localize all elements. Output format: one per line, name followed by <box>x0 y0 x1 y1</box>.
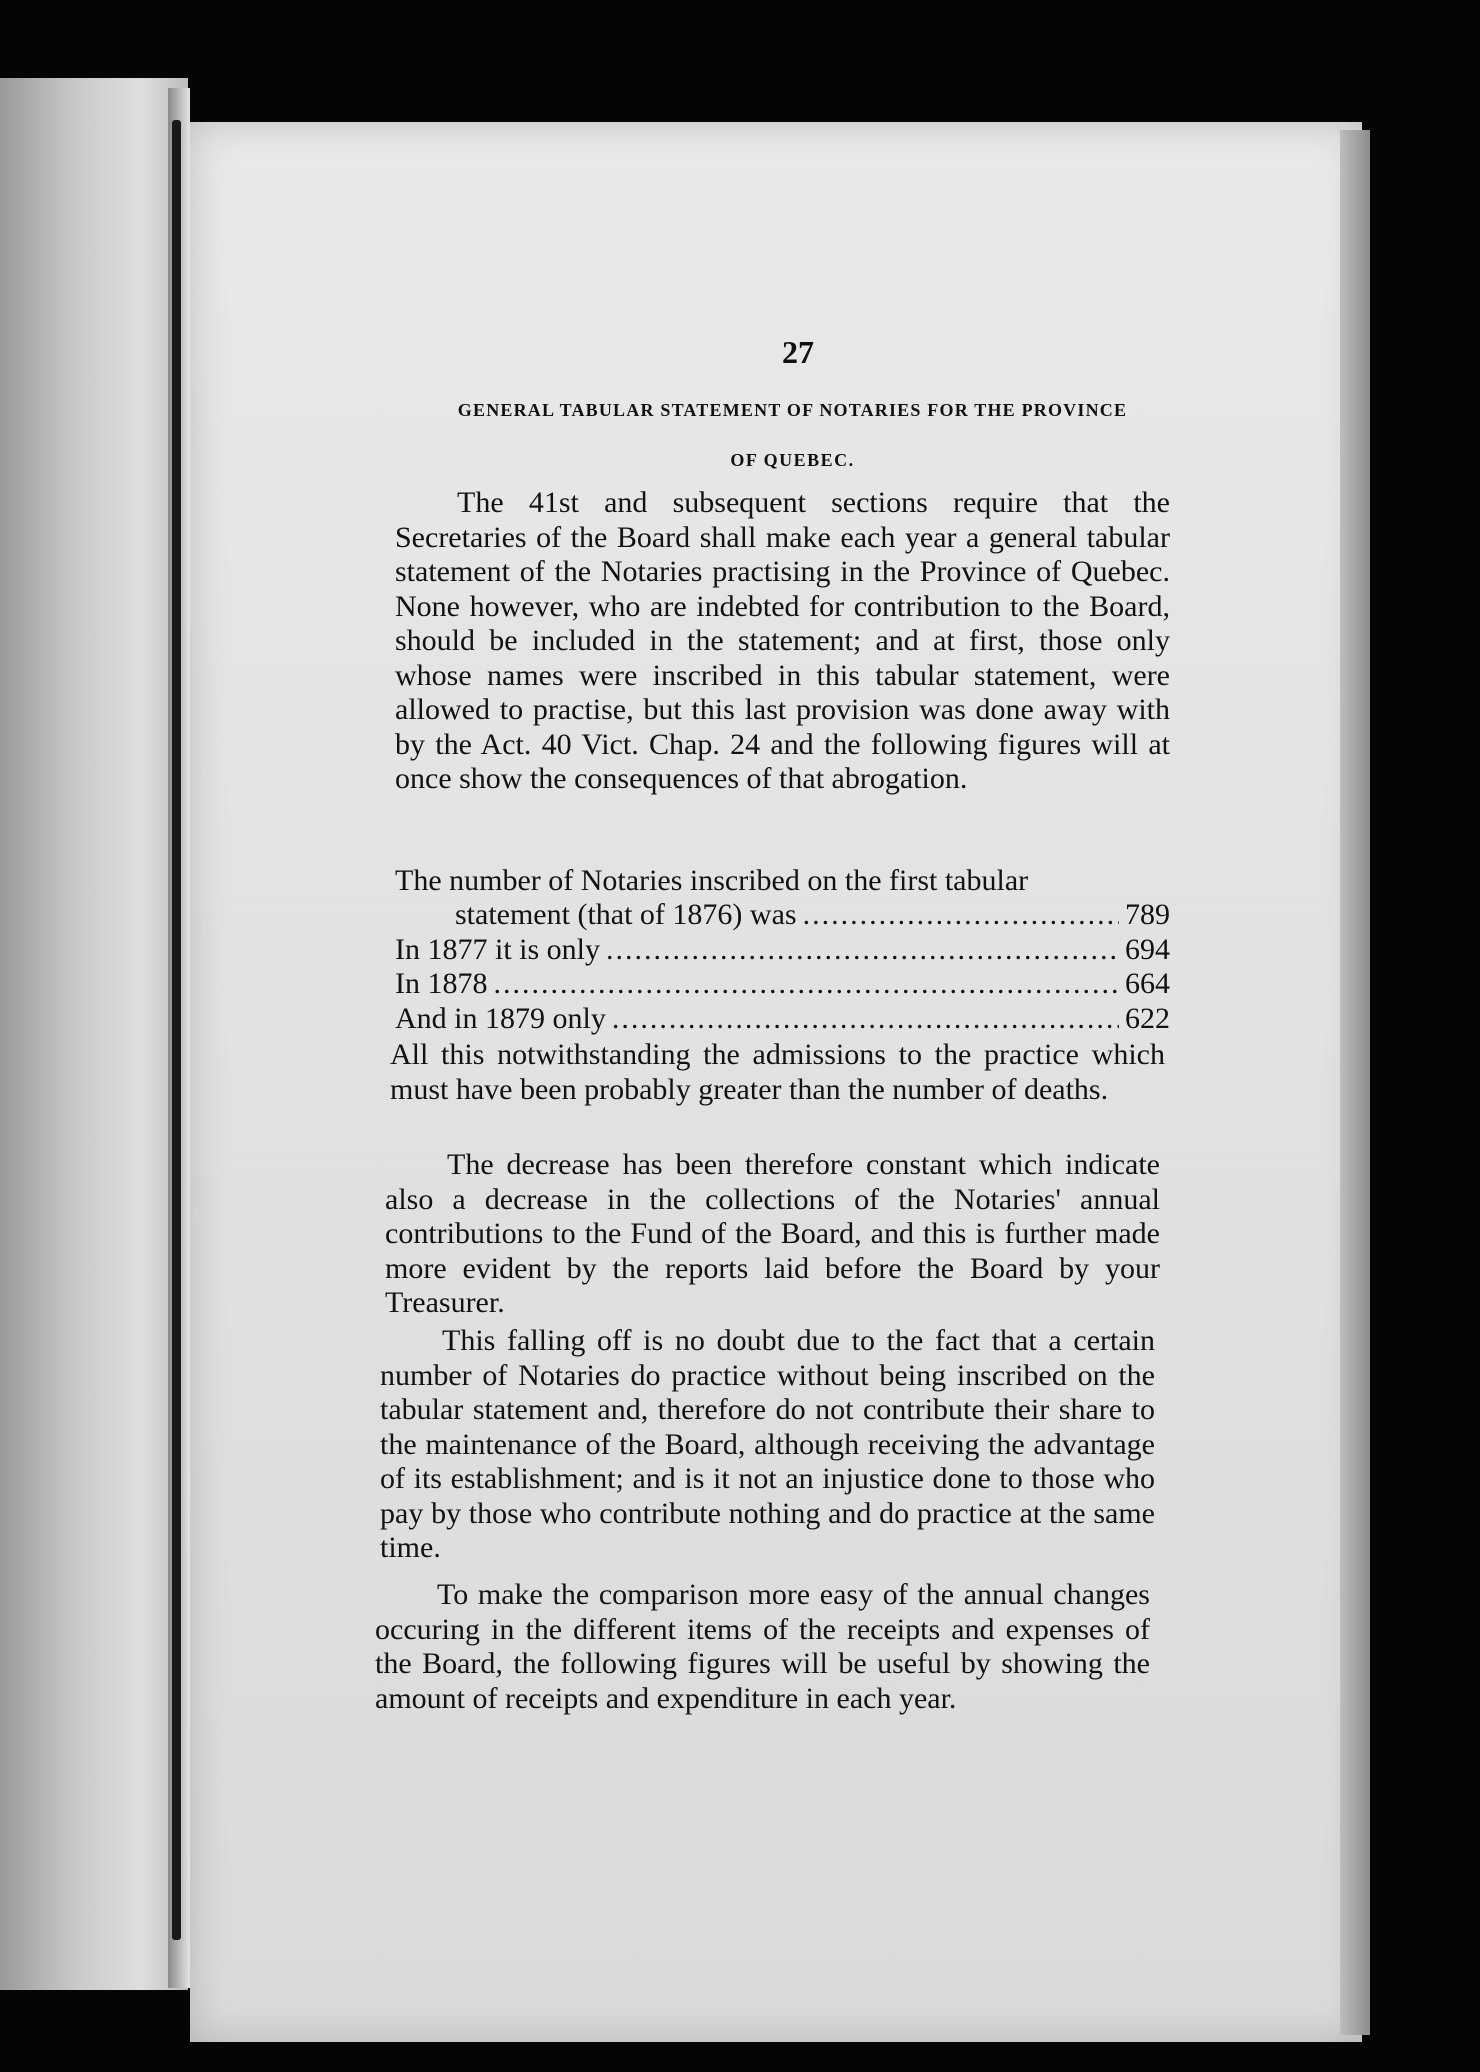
list-item <box>395 933 1170 968</box>
section-heading: GENERAL TABULAR STATEMENT OF NOTARIES FOR THE PROVINCE <box>457 400 1128 420</box>
leader-dots <box>612 1002 1119 1037</box>
paragraph-sections-requirement: The 41st and subsequent sections require that the Secretaries of the Board shall make each year a general tabular statement of the Notaries practising in the Province of Quebec. None however, who are indebted for contribution to the Board, should be included in the statement; and at first, those only whose names were inscribed in this tabular statement, were allowed to practise, but this last provision was done away with by the Act. 40 Vict. Chap. 24 and the following figures will at once show the consequences of that abrogation. <box>395 486 1170 795</box>
list-item-value: 622 <box>1125 1001 1170 1035</box>
leader-dots <box>803 898 1119 933</box>
paragraph-falling-off: This falling off is no doubt due to the fact that a certain number of Notaries do practice without being inscribed on the tabular statement and, therefore do not contribute their share to the maintenance of the Board, although receiving the advantage of its establishment; and is it not an injustice done to those who pay by those who contribute nothing and do practice at the same time. <box>380 1324 1155 1564</box>
list-item-label: In 1877 it is only <box>395 932 601 966</box>
list-intro: The number of Notaries inscribed on the first tabular <box>395 864 1029 897</box>
list-item-label: statement (that of 1876) was <box>455 898 797 931</box>
list-item <box>395 967 1170 1002</box>
left-page <box>0 78 188 1990</box>
list-item <box>395 1002 1170 1037</box>
list-item-value: 664 <box>1125 967 1170 1000</box>
section-heading-continued: OF QUEBEC. <box>730 450 855 470</box>
list-item-value: 789 <box>1125 898 1170 931</box>
list-item-label: And in 1879 only <box>395 1001 606 1035</box>
page-edge <box>1340 130 1370 2035</box>
leader-dots <box>606 933 1119 968</box>
paragraph-comparison: To make the comparison more easy of the annual changes occuring in the different items of the receipts and expenses of the Board, the following figures will be useful by showing the amount of receipts and expenditure in each year. <box>375 1578 1150 1715</box>
paragraph-admissions: All this notwithstanding the admissions to the practice which must have been probably greater than the number of deaths. <box>390 1038 1165 1106</box>
book-binding <box>172 120 181 1940</box>
notaries-count-list <box>395 898 1170 1036</box>
page-number: 27 <box>782 334 814 370</box>
leader-dots <box>494 967 1120 1002</box>
list-item <box>395 898 1170 933</box>
list-item-label: In 1878 <box>395 967 488 1000</box>
paragraph-decrease: The decrease has been therefore constant which indicate also a decrease in the collections of the Notaries' annual contributions to the Fund of the Board, and this is further made more evident by the reports laid before the Board by your Treasurer. <box>385 1148 1160 1319</box>
list-item-value: 694 <box>1125 932 1170 966</box>
